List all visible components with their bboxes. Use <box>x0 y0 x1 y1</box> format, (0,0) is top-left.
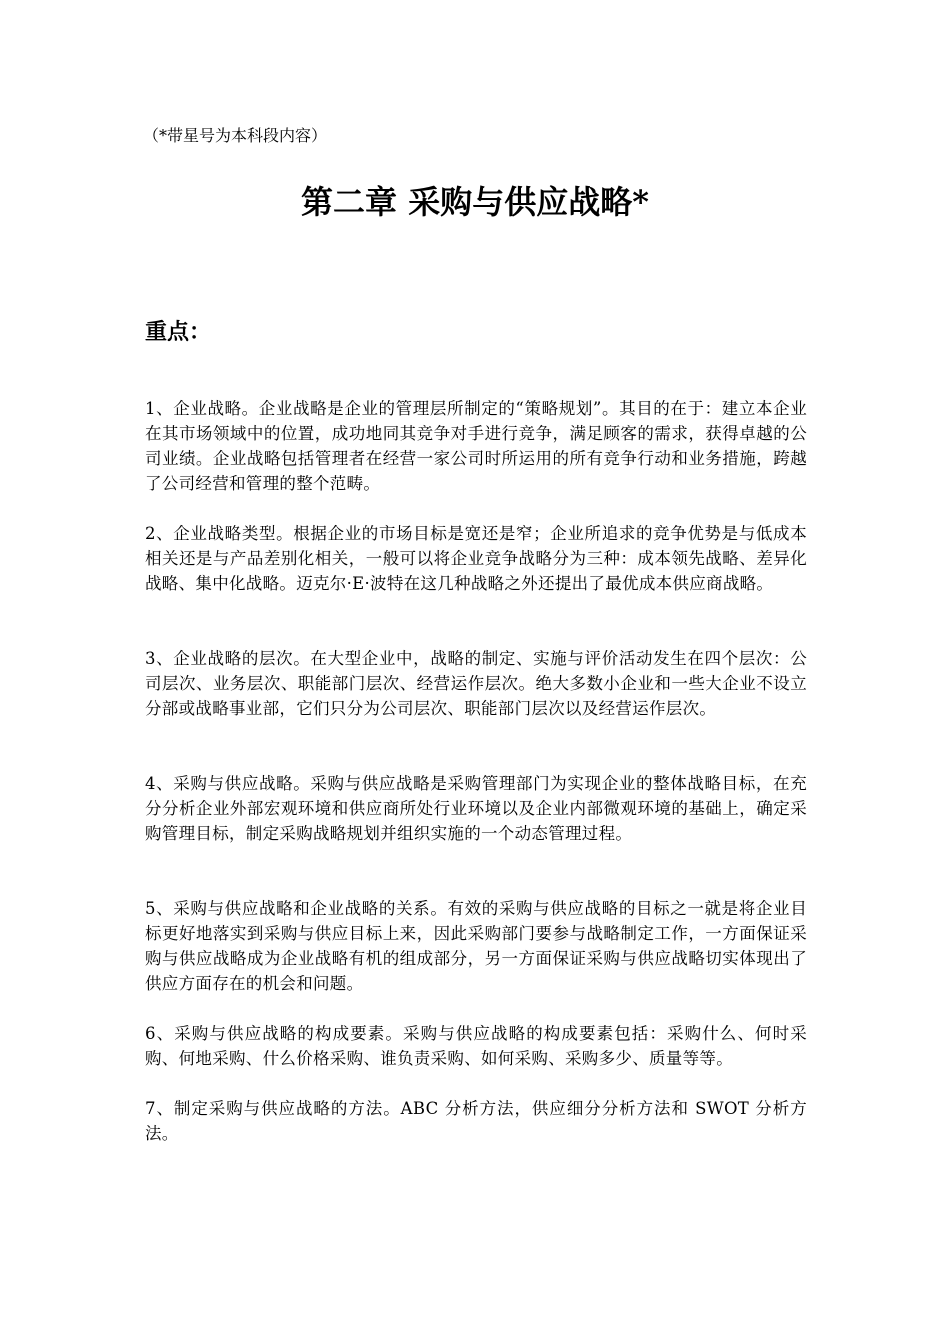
key-point-7: 7、制定采购与供应战略的方法。ABC 分析方法，供应细分分析方法和 SWOT 分析方法。 <box>145 1099 807 1143</box>
key-points-list <box>145 396 807 1171</box>
key-points-heading: 重点： <box>145 319 212 345</box>
chapter-title: 第二章 采购与供应战略* <box>301 183 649 221</box>
key-point-2: 2、企业战略类型。根据企业的市场目标是宽还是窄；企业所追求的竞争优势是与低成本相关还是与产品差别化相关，一般可以将企业竞争战略分为三种：成本领先战略、差异化战略、集中化战略。迈克尔·E·波特在这几种战略之外还提出了最优成本供应商战略。 <box>145 524 807 593</box>
key-point-3: 3、企业战略的层次。在大型企业中，战略的制定、实施与评价活动发生在四个层次：公司层次、业务层次、职能部门层次、经营运作层次。绝大多数小企业和一些大企业不设立分部或战略事业部，它们只分为公司层次、职能部门层次以及经营运作层次。 <box>145 649 807 718</box>
section-note: （*带星号为本科段内容） <box>143 126 328 145</box>
key-point-1: 1、企业战略。企业战略是企业的管理层所制定的“策略规划”。其目的在于：建立本企业在其市场领域中的位置，成功地同其竞争对手进行竞争，满足顾客的需求，获得卓越的公司业绩。企业战略包括管理者在经营一家公司时所运用的所有竞争行动和业务措施，跨越了公司经营和管理的整个范畴。 <box>145 399 807 493</box>
key-point-6: 6、采购与供应战略的构成要素。采购与供应战略的构成要素包括：采购什么、何时采购、何地采购、什么价格采购、谁负责采购、如何采购、采购多少、质量等等。 <box>145 1024 807 1068</box>
key-point-4: 4、采购与供应战略。采购与供应战略是采购管理部门为实现企业的整体战略目标，在充分分析企业外部宏观环境和供应商所处行业环境以及企业内部微观环境的基础上，确定采购管理目标，制定采购战略规划并组织实施的一个动态管理过程。 <box>145 774 807 843</box>
key-point-5: 5、采购与供应战略和企业战略的关系。有效的采购与供应战略的目标之一就是将企业目标更好地落实到采购与供应目标上来，因此采购部门要参与战略制定工作，一方面保证采购与供应战略成为企业战略有机的组成部分，另一方面保证采购与供应战略切实体现出了供应方面存在的机会和问题。 <box>145 899 807 993</box>
